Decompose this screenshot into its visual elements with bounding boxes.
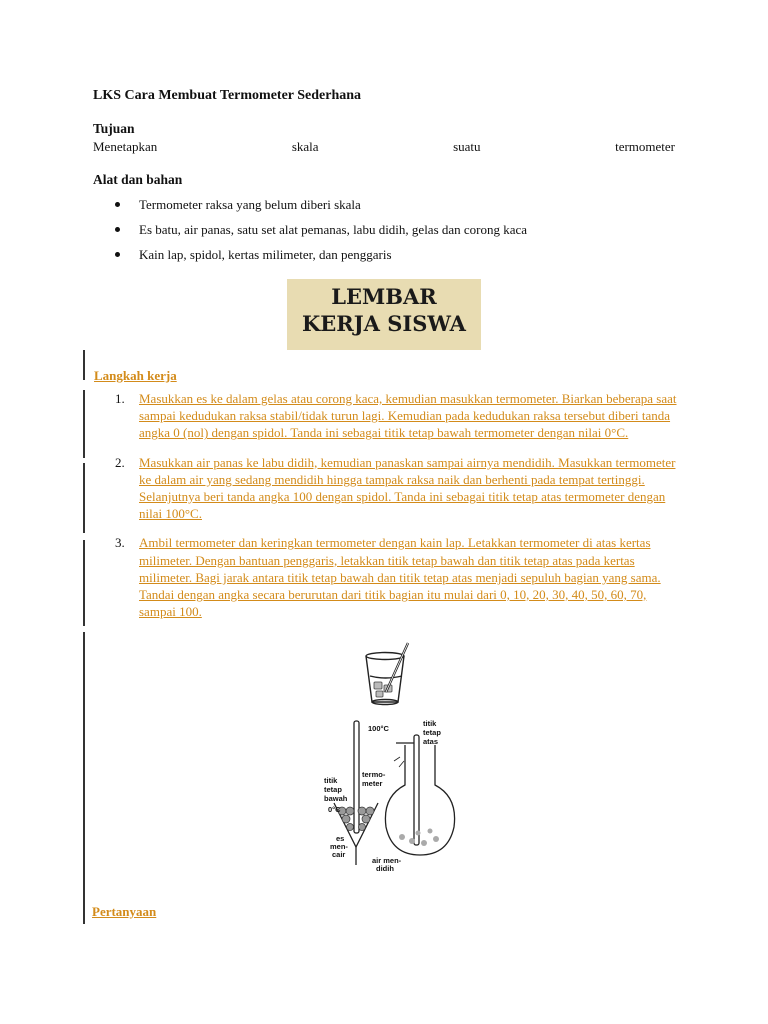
label-didih: didih <box>376 864 394 873</box>
label-termo: termo- <box>362 770 386 779</box>
label-men: men- <box>330 842 348 851</box>
label-atas: atas <box>423 737 439 746</box>
label-titik: titik <box>324 776 338 785</box>
tujuan-text <box>93 139 675 155</box>
banner-line-2: KERJA SISWA <box>302 311 466 336</box>
change-bar <box>83 632 85 924</box>
label-tetap: tetap <box>324 785 342 794</box>
label-bawah: bawah <box>324 794 348 803</box>
label-tetap: tetap <box>423 728 441 737</box>
step-number: 3. <box>115 535 125 551</box>
list-item-text: Termometer raksa yang belum diberi skala <box>139 197 361 212</box>
list-item <box>112 454 677 523</box>
banner-line-1: LEMBAR <box>331 284 437 309</box>
list-item-text: Kain lap, spidol, kertas milimeter, dan penggaris <box>139 247 392 262</box>
list-item-text: Es batu, air panas, satu set alat pemanas, labu didih, gelas dan corong kaca <box>139 222 528 237</box>
langkah-heading: Langkah kerja <box>94 368 177 383</box>
list-item <box>112 390 677 442</box>
step-text: Masukkan air panas ke labu didih, kemudian panaskan sampai airnya mendidih. Masukkan termometer ke dalam air yang sedang mendidih hingga tampak raksa naik dan berhenti pada tempat tertinggi. Selanjutnya beri tanda angka 100 dengan spidol. Tanda ini sebagai titik tetap atas termometer dengan nilai 100°C. <box>139 454 676 522</box>
lembar-kerja-banner <box>287 279 481 350</box>
fixed-points-figure <box>320 715 480 875</box>
label-air-men: air men- <box>372 856 402 865</box>
bullet-icon <box>115 202 120 207</box>
pertanyaan-heading: Pertanyaan <box>92 904 157 919</box>
bullet-icon <box>115 252 120 257</box>
alat-list <box>112 195 632 270</box>
label-100c: 100°C <box>368 724 389 733</box>
label-es: es <box>336 834 345 843</box>
step-number: 1. <box>115 391 125 406</box>
list-item <box>112 245 632 270</box>
tujuan-word: termometer <box>615 139 675 154</box>
change-bar <box>83 540 85 626</box>
bullet-icon <box>115 227 120 232</box>
step-text: Masukkan es ke dalam gelas atau corong kaca, kemudian masukkan termometer. Biarkan beberapa saat sampai kedudukan raksa stabil/tidak turun lagi. Kemudian pada kedudukan raksa tersebut diberi tanda angka 0 (nol) dengan spidol. Tanda ini sebagai titik tetap bawah termometer dengan nilai 0°C. <box>139 391 677 441</box>
tujuan-heading: Tujuan <box>93 121 135 136</box>
label-titik: titik <box>423 719 437 728</box>
label-meter: meter <box>362 779 383 788</box>
alat-heading: Alat dan bahan <box>93 172 183 187</box>
label-cair: cair <box>332 850 346 859</box>
list-item <box>112 195 632 220</box>
tujuan-word: skala <box>291 139 319 154</box>
change-bar <box>83 390 85 458</box>
langkah-list <box>112 390 677 620</box>
step-number: 2. <box>115 454 125 470</box>
label-0c: 0°C <box>328 805 341 814</box>
step-text: Ambil termometer dan keringkan termometer dengan kain lap. Letakkan termometer di atas kertas milimeter. Dengan bantuan penggaris, letakkan titik tetap bawah dan titik tetap atas pada kertas milimeter. Bagi jarak antara titik tetap bawah dan titik tetap atas menjadi sepuluh bagian yang sama. Tandai dengan angka secara berurutan dari titik bagian itu mulai dari 0, 10, 20, 30, 40, 50, 60, 70, sampai 100. <box>139 535 661 620</box>
list-item <box>112 534 677 620</box>
tujuan-word: Menetapkan <box>93 139 158 154</box>
change-bar <box>83 463 85 533</box>
change-bar <box>83 350 85 380</box>
list-item <box>112 220 632 245</box>
document-title: LKS Cara Membuat Termometer Sederhana <box>93 88 362 103</box>
ice-glass-figure <box>360 640 416 706</box>
tujuan-word: suatu <box>453 139 481 154</box>
